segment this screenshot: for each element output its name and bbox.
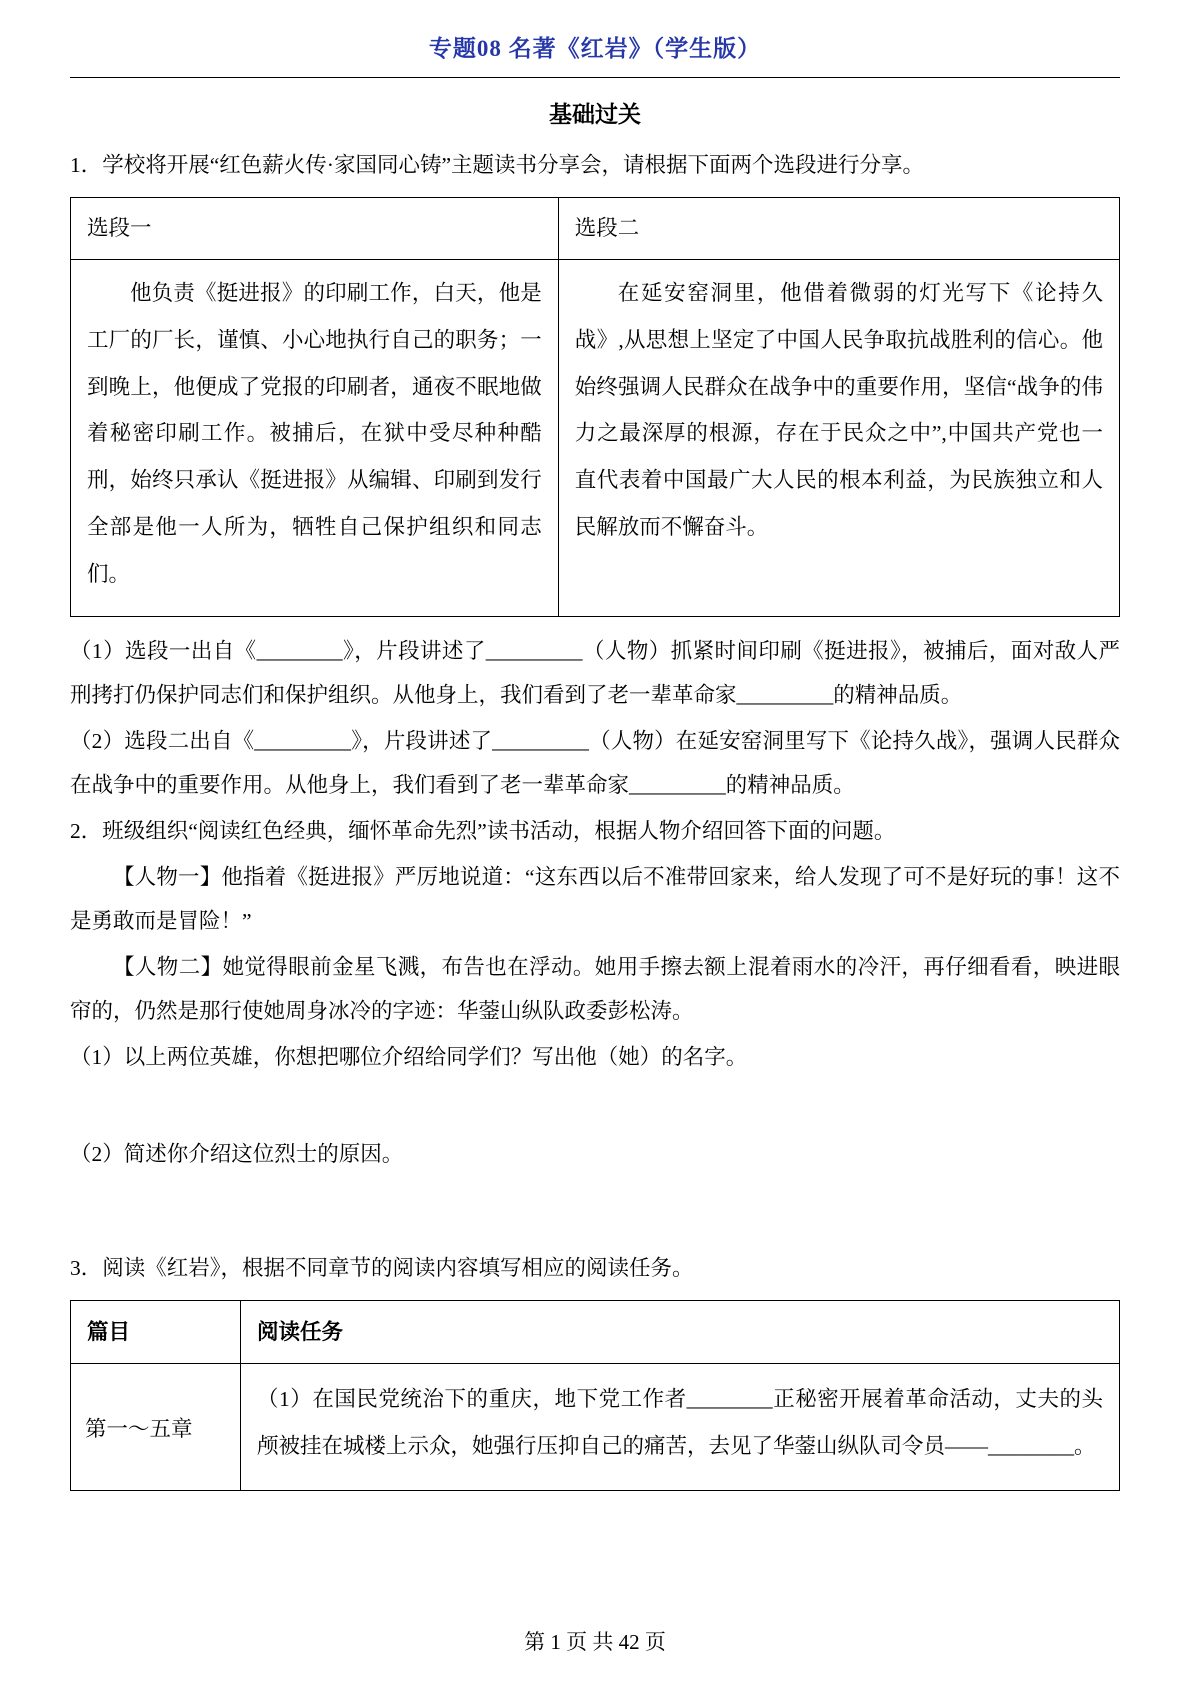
excerpt-table-header-2: 选段二 bbox=[558, 198, 1119, 260]
excerpt-table-header-1: 选段一 bbox=[71, 198, 559, 260]
chapter-cell: 第一～五章 bbox=[71, 1364, 241, 1491]
excerpt-table-header-row bbox=[71, 198, 1120, 260]
task-table-row bbox=[71, 1364, 1120, 1491]
question-1-intro: 1．学校将开展“红色薪火传·家国同心铸”主题读书分享会，请根据下面两个选段进行分享。 bbox=[70, 153, 924, 177]
excerpt-table-body-row bbox=[71, 259, 1120, 616]
question-2-part-1: （1）以上两位英雄，你想把哪位介绍给同学们？写出他（她）的名字。 bbox=[70, 1045, 748, 1070]
answer-space bbox=[70, 1176, 1120, 1246]
excerpt-cell-2: 在延安窑洞里，他借着微弱的灯光写下《论持久战》,从思想上坚定了中国人民争取抗战胜利的信心。他始终强调人民群众在战争中的重要作用，坚信“战争的伟力之最深厚的根源，存在于民众之中”,中国共产党也一直代表着中国最广大人民的根本利益，为民族独立和人民解放而不懈奋斗。 bbox=[558, 259, 1119, 616]
question-2-person-2: 【人物二】她觉得眼前金星飞溅，布告也在浮动。她用手擦去额上混着雨水的冷汗，再仔细看看，映进眼帘的，仍然是那行使她周身冰冷的字迹：华蓥山纵队政委彭松涛。 bbox=[70, 955, 1120, 1024]
answer-space bbox=[70, 1080, 1120, 1132]
question-3-intro: 3．阅读《红岩》，根据不同章节的阅读内容填写相应的阅读任务。 bbox=[70, 1255, 694, 1280]
question-2-intro: 2．班级组织“阅读红色经典，缅怀革命先烈”读书活动，根据人物介绍回答下面的问题。 bbox=[70, 819, 896, 844]
title-divider bbox=[70, 77, 1120, 78]
question-2-person-1: 【人物一】他指着《挺进报》严厉地说道：“这东西以后不准带回家来，给人发现了可不是好玩的事！这不是勇敢而是冒险！” bbox=[70, 865, 1120, 934]
task-table-header-2: 阅读任务 bbox=[241, 1300, 1120, 1364]
excerpt-table bbox=[70, 197, 1120, 617]
page-footer: 第 1 页 共 42 页 bbox=[524, 1630, 666, 1654]
task-table-header-1: 篇目 bbox=[71, 1300, 241, 1364]
section-heading: 基础过关 bbox=[549, 102, 641, 127]
reading-task-table bbox=[70, 1300, 1120, 1491]
task-cell: （1）在国民党统治下的重庆，地下党工作者________正秘密开展着革命活动，丈夫的头颅被挂在城楼上示众，她强行压抑自己的痛苦，去见了华蓥山纵队司令员——________。 bbox=[241, 1364, 1120, 1491]
page-title: 专题08 名著《红岩》（学生版） bbox=[428, 36, 762, 61]
question-1-part-2: （2）选段二出自《_________》，片段讲述了_________（人物）在延安窑洞里写下《论持久战》，强调人民群众在战争中的重要作用。从他身上，我们看到了老一辈革命家_________的精神品质。 bbox=[70, 729, 1120, 798]
question-1-part-1: （1）选段一出自《________》，片段讲述了_________（人物）抓紧时间印刷《挺进报》，被捕后，面对敌人严刑拷打仍保护同志们和保护组织。从他身上，我们看到了老一辈革命家_________的精神品质。 bbox=[70, 638, 1120, 707]
excerpt-cell-1: 他负责《挺进报》的印刷工作，白天，他是工厂的厂长，谨慎、小心地执行自己的职务；一到晚上，他便成了党报的印刷者，通夜不眠地做着秘密印刷工作。被捕后，在狱中受尽种种酷刑，始终只承认《挺进报》从编辑、印刷到发行全部是他一人所为，牺牲自己保护组织和同志们。 bbox=[71, 259, 559, 616]
question-2-part-2: （2）简述你介绍这位烈士的原因。 bbox=[70, 1141, 404, 1166]
task-table-header-row bbox=[71, 1300, 1120, 1364]
